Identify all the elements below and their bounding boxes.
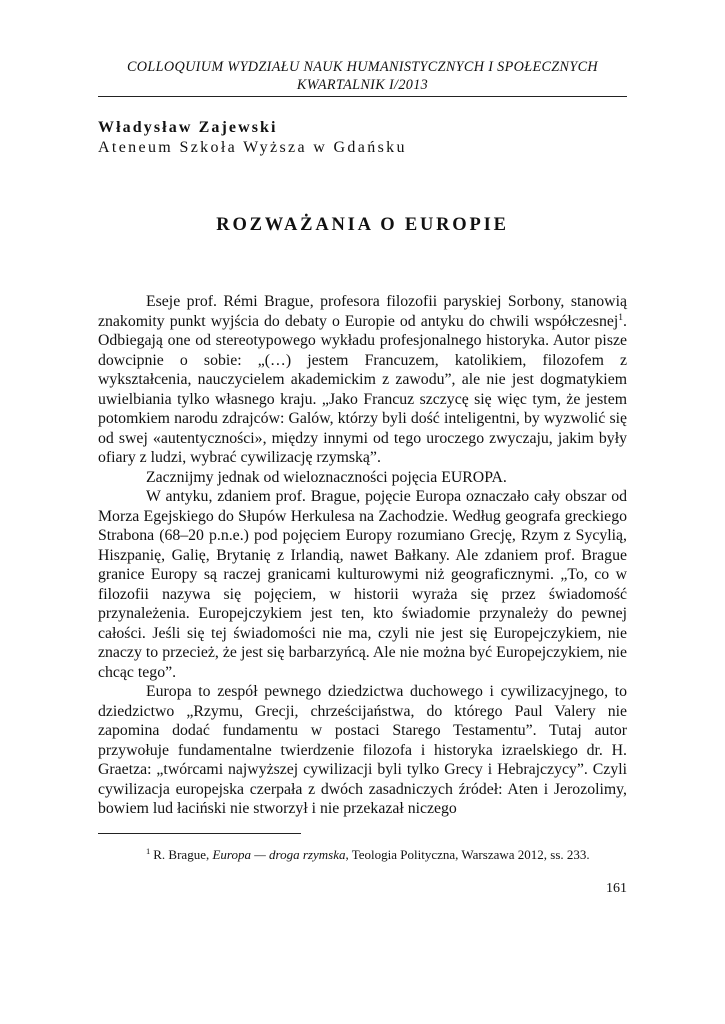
header-divider [98,96,627,97]
author-name: Władysław Zajewski [98,119,278,136]
author-affiliation: Ateneum Szkoła Wyższa w Gdańsku [98,139,407,156]
paragraph-1-text-b: . Odbiegają one od stereotypowego wykładu profesjonalnego historyka. Autor pisze dowcipnie o sobie: „(…) jestem Francuzem, katolikiem, filozofem z wykształcenia, nauczycielem akademickim z zawodu”, ale nie jest dogmatykiem uwielbiania tylko własnego kraju. „Jako Francuz szczycę się więc tym, że jestem potomkiem narodu zdrajców: Galów, którzy byli dość inteligentni, by wyzwolić się od swej «autentyczności», między innymi od tego uroczego zwyczaju, jakim były ofiary z ludzi, wybrać cywilizację rzymską”. [98,312,627,466]
paragraph-2: Zacznijmy jednak od wieloznaczności pojęcia EUROPA. [146,468,507,486]
author-block [98,118,407,158]
journal-header-line1: COLLOQUIUM WYDZIAŁU NAUK HUMANISTYCZNYCH I SPOŁECZNYCH [126,59,598,75]
paragraph-4: Europa to zespół pewnego dziedzictwa duchowego i cywilizacyjnego, to dziedzictwo „Rzymu, Grecji, chrześcijaństwa, do którego Paul Valery nie zapomina dodać fundamentu w postaci Starego Testamentu”. Tutaj autor przywołuje fundamentalne twierdzenie filozofa i historyka izraelskiego dr. H. Graetza: „twórcami najwyższej cywilizacji byli tylko Grecy i Hebrajczycy”. Czyli cywilizacja europejska czerpała z dwóch zasadniczych źródeł: Aten i Jerozolimy, bowiem lud łaciński nie stworzył i nie przekazał niczego [98,683,627,817]
article-title: ROZWAŻANIA O EUROPIE [216,215,509,235]
page-number: 161 [606,881,627,896]
footnote-work-title: Europa — droga rzymska [212,847,346,862]
journal-header-line2: KWARTALNIK I/2013 [296,77,429,93]
journal-header [98,58,627,94]
footnote [98,846,627,863]
footnote-reference: 1 [618,312,624,323]
paragraph-1-text-a: Eseje prof. Rémi Brague, profesora filozofii paryskiej Sorbony, stanowią znakomity punkt wyjścia do debaty o Europie od antyku do chwili współczesnej [98,293,627,330]
paragraph-1 [98,292,627,468]
footnote-details: , Teologia Polityczna, Warszawa 2012, ss. 233. [345,847,590,862]
footnote-number: 1 [146,846,151,856]
article-body [98,292,627,819]
footnote-divider [98,833,301,834]
footnote-author: R. Brague, [153,847,210,862]
paragraph-3: W antyku, zdaniem prof. Brague, pojęcie Europa oznaczało cały obszar od Morza Egejskiego do Słupów Herkulesa na Zachodzie. Według geografa greckiego Strabona (68–20 p.n.e.) pod pojęciem Europy rozumiano Grecję, Rzym z Sycylią, Hiszpanię, Galię, Brytanię z Irlandią, nawet Bałkany. Ale zdaniem prof. Brague granice Europy są raczej granicami kulturowymi niż geograficznymi. „To, co w filozofii nazywa się pojęciem, w historii wyraża się przez świadomość przynależenia. Europejczykiem jest ten, kto świadomie przynależy do pewnej całości. Jeśli się tej świadomości nie ma, czyli nie jest się Europejczykiem, nie znaczy to przecież, że jest się barbarzyńcą. Ale nie można być Europejczykiem, nie chcąc tego”. [98,488,627,681]
